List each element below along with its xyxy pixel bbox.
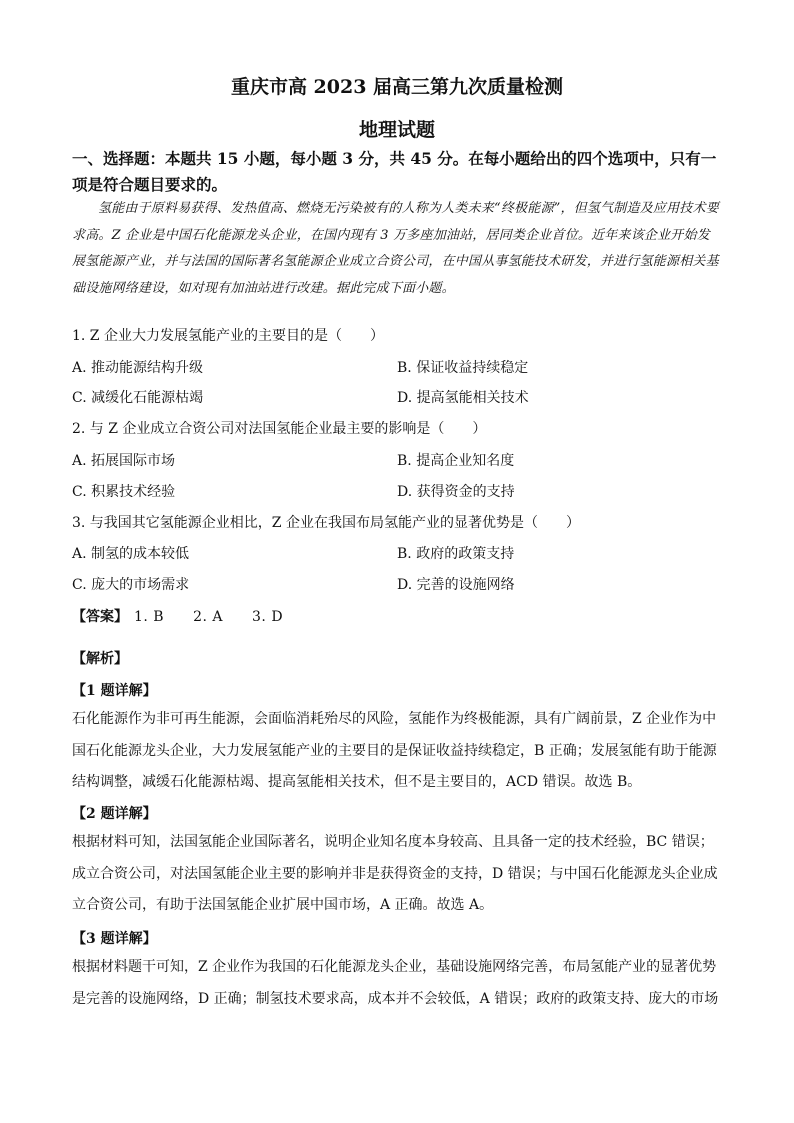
answer-values: 1. B 2. A 3. D [134, 609, 284, 625]
question-1-option-c: C. 减缓化石能源枯竭 [72, 390, 204, 406]
question-3-option-c: C. 庞大的市场需求 [72, 577, 190, 593]
section-heading: 一、选择题：本题共 15 小题，每小题 3 分，共 45 分。在每小题给出的四个选项中，只有一项是符合题目要求的。 [72, 149, 717, 194]
question-2-option-c: C. 积累技术经验 [72, 484, 176, 500]
question-1-option-b: B. 保证收益持续稳定 [397, 360, 529, 376]
detail-1-text: 石化能源作为非可再生能源，会面临消耗殆尽的风险，氢能作为终极能源，具有广阔前景，Z 企业作为中国石化能源龙头企业，大力发展氢能产业的主要目的是保证收益持续稳定，B 正确；发展氢能有助于能源结构调整，减缓石化能源枯竭、提高氢能相关技术，但不是主要目的，ACD 错误。故选 B。 [72, 711, 717, 790]
detail-3-heading: 【3 题详解】 [72, 931, 157, 947]
detail-3-text: 根据材料题干可知，Z 企业作为我国的石化能源龙头企业，基础设施网络完善，布局氢能产业的显著优势是完善的设施网络，D 正确；制氢技术要求高，成本并不会较低，A 错误；政府的政策支持、庞大的市场 [72, 959, 719, 1007]
answer-line [72, 606, 283, 626]
question-2-option-b: B. 提高企业知名度 [397, 453, 515, 469]
question-3-option-b: B. 政府的政策支持 [397, 546, 515, 562]
answer-label: 【答案】 [72, 609, 128, 625]
reading-passage: 氢能由于原料易获得、发热值高、燃烧无污染被有的人称为人类未来“终极能源”，但氢气制造及应用技术要求高。Z 企业是中国石化能源龙头企业，在国内现有 3 万多座加油站，居同类企业首位。近年来该企业开始发展氢能源产业，并与法国的国际著名氢能源企业成立合资公司，在中国从事氢能技术研发，并进行氢能源相关基础设施网络建设，如对现有加油站进行改建。据此完成下面小题。 [72, 201, 719, 296]
question-3-option-a: A. 制氢的成本较低 [72, 546, 190, 562]
detail-1-heading: 【1 题详解】 [72, 683, 157, 699]
detail-2-heading: 【2 题详解】 [72, 806, 157, 822]
question-1-option-a: A. 推动能源结构升级 [72, 360, 204, 376]
question-3-option-d: D. 完善的设施网络 [397, 577, 515, 593]
document-title: 重庆市高 2023 届高三第九次质量检测 [230, 76, 564, 98]
question-3-stem: 3. 与我国其它氢能源企业相比，Z 企业在我国布局氢能产业的显著优势是（ ） [72, 515, 580, 531]
question-2-option-a: A. 拓展国际市场 [72, 453, 176, 469]
document-subtitle: 地理试题 [358, 119, 435, 141]
question-1-stem: 1. Z 企业大力发展氢能产业的主要目的是（ ） [72, 328, 384, 344]
question-2-option-d: D. 获得资金的支持 [397, 484, 515, 500]
question-2-stem: 2. 与 Z 企业成立合资公司对法国氢能企业最主要的影响是（ ） [72, 421, 487, 437]
question-1-option-d: D. 提高氢能相关技术 [397, 390, 529, 406]
analysis-label: 【解析】 [72, 651, 128, 667]
detail-2-text: 根据材料可知，法国氢能企业国际著名，说明企业知名度本身较高、且具备一定的技术经验，BC 错误；成立合资公司，对法国氢能企业主要的影响并非是获得资金的支持，D 错误；与中国石化能源龙头企业成立合资公司，有助于法国氢能企业扩展中国市场，A 正确。故选 A。 [72, 834, 718, 913]
